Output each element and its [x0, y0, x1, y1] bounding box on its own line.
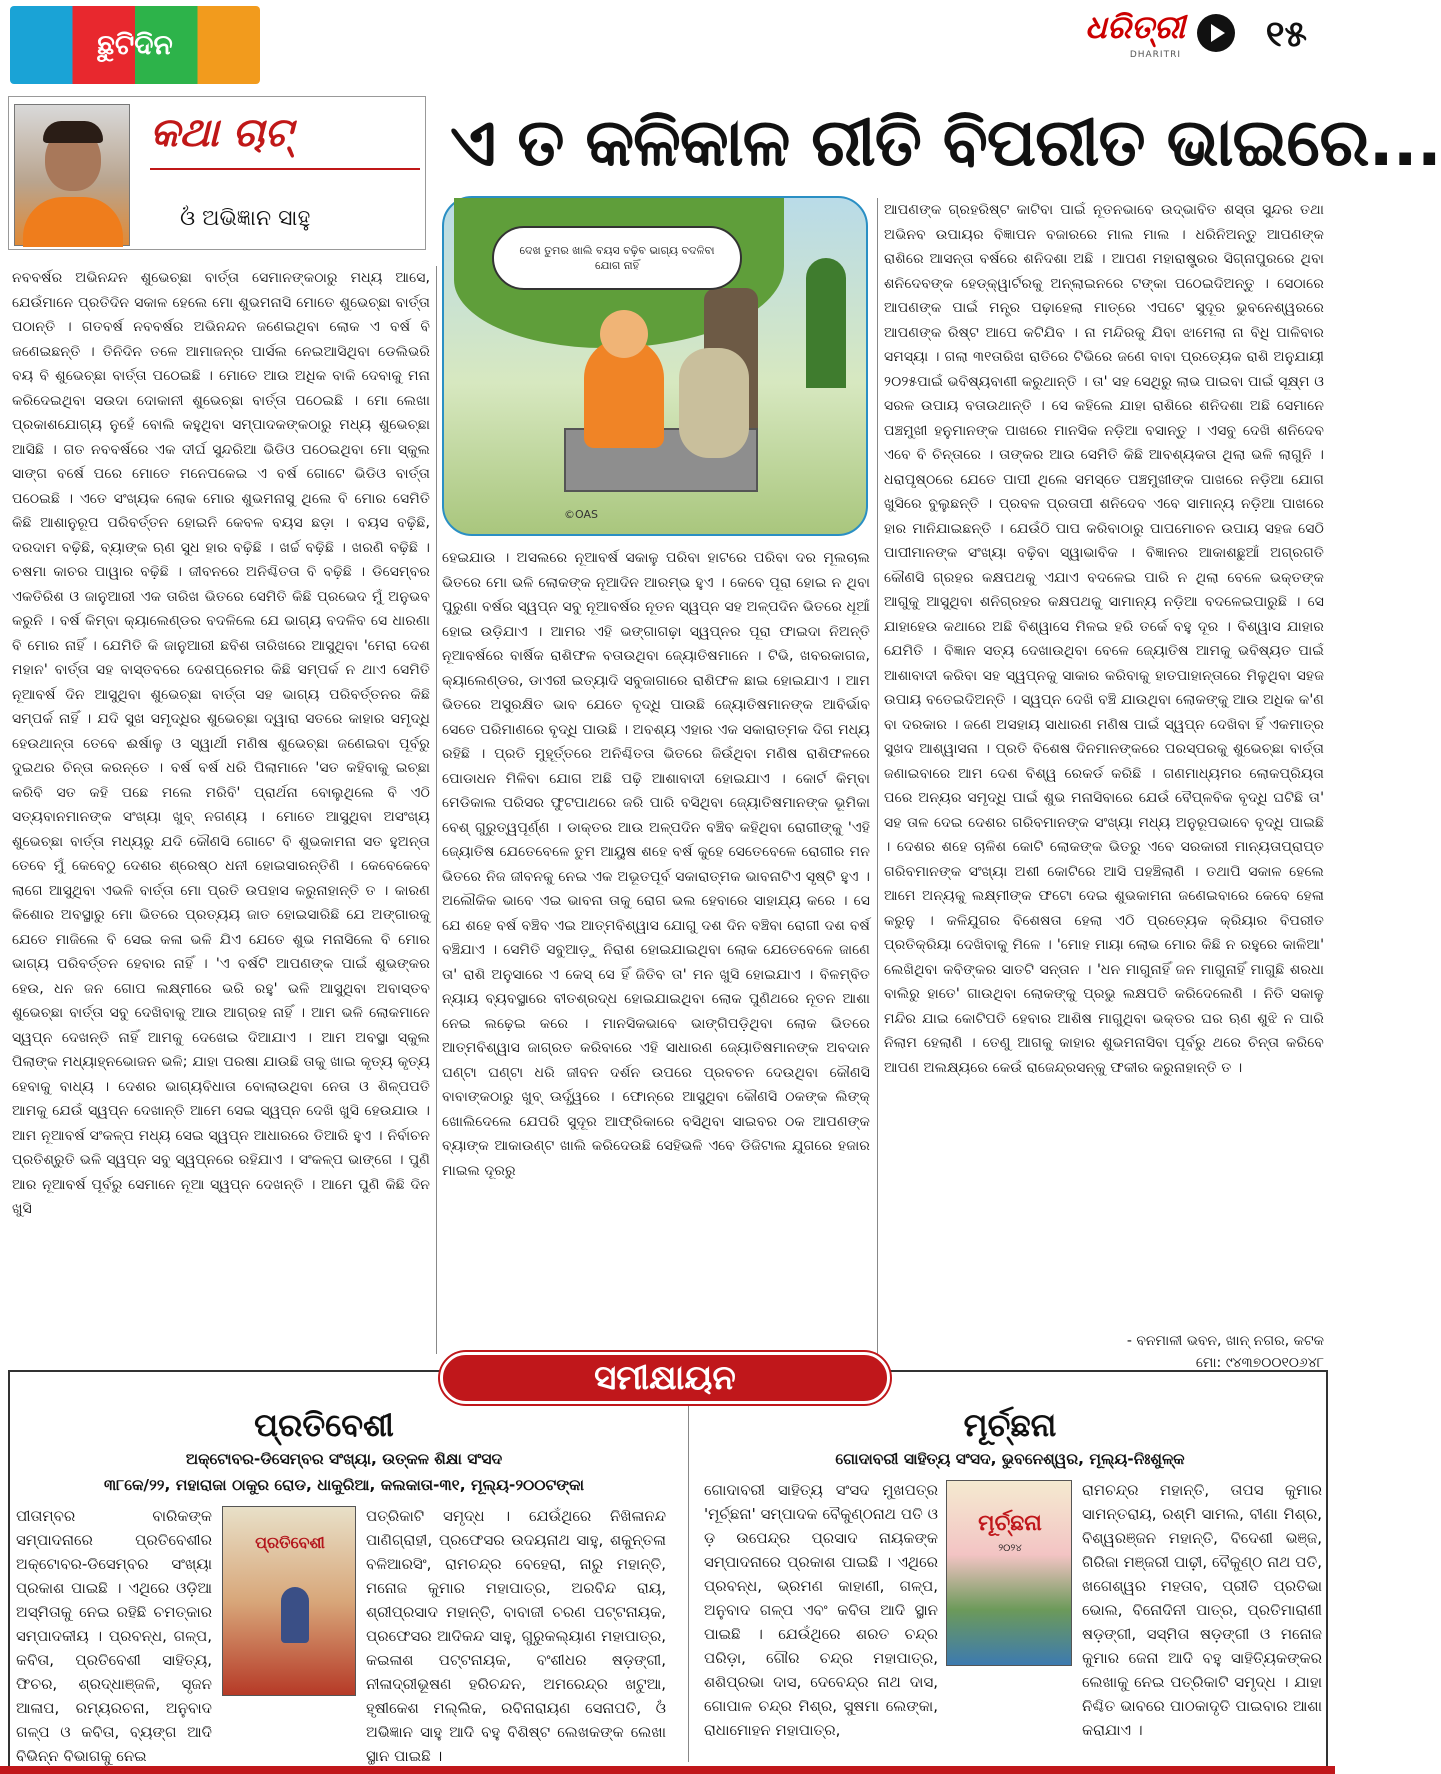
photo-hair — [43, 121, 103, 143]
bottom-bar — [0, 1766, 1335, 1774]
cartoon-credit: ©OAS — [564, 508, 598, 521]
column-divider — [436, 266, 437, 1354]
masthead — [0, 0, 1335, 92]
review-book2-meta: ଗୋଦାବରୀ ସାହିତ୍ୟ ସଂସଦ, ଭୁବନେଶ୍ୱର, ମୂଲ୍ୟ-ନିଃଶୁଳ୍କ — [835, 1450, 1185, 1468]
play-icon — [1197, 14, 1235, 52]
cartoon-skeleton — [679, 348, 749, 458]
book2-cover-title: ମୂର୍ଚ୍ଛନା — [978, 1511, 1042, 1536]
article-column-1: ନବବର୍ଷର ଅଭିନନ୍ଦନ ଶୁଭେଚ୍ଛା ବାର୍ତ୍ତା ସେମାନଙ୍କଠାରୁ ମଧ୍ୟ ଆସେ, ଯେଉଁମାନେ ପ୍ରତିଦିନ ସକାଳ ହେଲେ ମୋ ଶୁଭମନାସି ମୋତେ ଶୁଭେଚ୍ଛା ବାର୍ତ୍ତା ପଠାନ୍ତି । ଗତବର୍ଷ ନବବର୍ଷର ଅଭିନନ୍ଦନ ଜଣେଇଥିବା ଲୋକ ଏ ବର୍ଷ ବି ଜଣେଇଛନ୍ତି । ତିନିଦିନ ତଳେ ଆମାଜନ୍‌ର ପାର୍ସଲ ନେଇଆସିଥିବା ଡେଲିଭରି ବୟ ବି ଶୁଭେଚ୍ଛା ବାର୍ତ୍ତା ପଠେଇଛି । ମୋତେ ଆଉ ଅଧିକ ବାକି ଦେବାକୁ ମନା କରିଦେଇଥିବା ସଉଦା ଦୋକାନୀ ଶୁଭେଚ୍ଛା ବାର୍ତ୍ତା ପଠେଇଛି । ମୋ ଲେଖା ପ୍ରକାଶଯୋଗ୍ୟ ନୁହେଁ ବୋଲି କହୁଥିବା ସମ୍ପାଦକଙ୍କଠାରୁ ମଧ୍ୟ ଶୁଭେଚ୍ଛା ଆସିଛି । ଗତ ନବବର୍ଷରେ ଏକ ଦୀର୍ଘ ସୁନ୍ଦରିଆ ଭିଡିଓ ପଠେଇଥିବା ମୋ ସ୍କୁଲ ସାଙ୍ଗ ବର୍ଷେ ପରେ ମୋତେ ମନେପକେଇ ଏ ବର୍ଷ ଗୋଟେ ଭିଡିଓ ବାର୍ତ୍ତା ପଠେଇଛି । ଏତେ ସଂଖ୍ୟକ ଲୋକ ମୋର ଶୁଭମନାସୁ ଥିଲେ ବି ମୋର ସେମିତି କିଛି ଆଶାନୁରୂପ ପରିବର୍ତ୍ତନ ହୋଇନି କେବଳ ବୟସ ଛଡ଼ା । ବୟସ ବଢ଼ିଛି, ଦରଦାମ ବଢ଼ିଛି, ବ୍ୟାଙ୍କ ଋଣ ସୁଧ ହାର ବଢ଼ିଛି । ଖର୍ଚ୍ଚ ବଢ଼ିଛି । ଖରଣି ବଢ଼ିଛି । ଚଷମା କାଚର ପାୱାର ବଢ଼ିଛି । ଜୀବନରେ ଅନିଶ୍ଚିତତା ବି ବଢ଼ିଛି । ଡିସେମ୍ବର ଏକତିରିଶ ଓ ଜାନୁଆରୀ ଏକ ତାରିଖ ଭିତରେ ସେମିତି କିଛି ପ୍ରଭେଦ ମୁଁ ଅନୁଭବ କରୁନି । ବର୍ଷ କିମ୍ବା କ୍ୟାଲେଣ୍ଡର ବଦଳିଲେ ଯେ ଭାଗ୍ୟ ବଦଳିବ ସେ ଧାରଣା ବି ମୋର ନାହିଁ । ଯେମିତି କି ଜାନୁଆରୀ ଛବିଶ ତାରିଖରେ ଆସୁଥିବା 'ମେରା ଦେଶ ମହାନ' ବାର୍ତ୍ତା ସହ ବାସ୍ତବରେ ଦେଶପ୍ରେମର କିଛି ସମ୍ପର୍କ ନ ଥାଏ ସେମିତି ନୂଆବର୍ଷ ଦିନ ଆସୁଥିବା ଶୁଭେଚ୍ଛା ବାର୍ତ୍ତା ସହ ଭାଗ୍ୟ ପରିବର୍ତ୍ତନର କିଛି ସମ୍ପର୍କ ନାହିଁ । ଯଦି ସୁଖ ସମୃଦ୍ଧିର ଶୁଭେଚ୍ଛା ଦ୍ୱାରା ସତରେ କାହାର ସମୃଦ୍ଧି ହେଉଥାନ୍ତା ତେବେ ଈର୍ଷାଳୁ ଓ ସ୍ୱାର୍ଥୀ ମଣିଷ ଶୁଭେଚ୍ଛା ଜଣେଇବା ପୂର୍ବରୁ ଦୁଇଥର ଚିନ୍ତା କରନ୍ତେ । ବର୍ଷ ବର୍ଷ ଧରି ପିଲାମାନେ 'ସତ କହିବାକୁ ଇଚ୍ଛା କରିବି ସତ କହି ପଛେ ମଲେ ମରିବି' ପ୍ରାର୍ଥନା ବୋଲୁଥିଲେ ବି ଏଠି ସତ୍ୟବାନମାନଙ୍କ ସଂଖ୍ୟା ଖୁବ୍ ନଗଣ୍ୟ । ମୋତେ ଆସୁଥିବା ଅସଂଖ୍ୟ ଶୁଭେଚ୍ଛା ବାର୍ତ୍ତା ମଧ୍ୟରୁ ଯଦି କୌଣସି ଗୋଟେ ବି ଶୁଭକାମନା ସତ ହୁଅନ୍ତା ତେବେ ମୁଁ କେବେଠୁ ଦେଶର ଶ୍ରେଷ୍ଠ ଧନୀ ହୋଇସାରନ୍ତିଣି । କେବେକେବେ ଲାଗେ ଆସୁଥିବା ଏଭଳି ବାର୍ତ୍ତା ମୋ ପ୍ରତି ଉପହାସ କରୁନାହାନ୍ତି ତ । କାରଣ କିଶୋର ଅବସ୍ଥାରୁ ମୋ ଭିତରେ ପ୍ରତ୍ୟୟ ଜାତ ହୋଇସାରିଛି ଯେ ଅଙ୍ଗାରକୁ ଯେତେ ମାଜିଲେ ବି ସେଇ କଳା ଭଳି ଯିଏ ଯେତେ ଶୁଭ ମନାସିଲେ ବି ମୋର ଭାଗ୍ୟ ପରିବର୍ତ୍ତନ ହେବାର ନାହିଁ । 'ଏ ବର୍ଷଟି ଆପଣଙ୍କ ପାଇଁ ଶୁଭଙ୍କର ହେଉ, ଧନ ଜନ ଗୋପ ଲକ୍ଷ୍ମୀରେ ଭରି ରହୁ' ଭଳି ଆସୁଥିବା ଅବାସ୍ତବ ଶୁଭେଚ୍ଛା ବାର୍ତ୍ତା ସବୁ ଦେଖିବାକୁ ଆଉ ଆଗ୍ରହ ନାହିଁ । ଆମ ଭଳି ଲୋକମାନେ ସ୍ୱପ୍ନ ଦେଖନ୍ତି ନାହିଁ ଆମକୁ ଦେଖେଇ ଦିଆଯାଏ । ଆମ ଅବସ୍ଥା ସ୍କୁଲ ପିଲାଙ୍କ ମଧ୍ୟାହ୍ନଭୋଜନ ଭଳି; ଯାହା ପରଷା ଯାଉଛି ତାକୁ ଖାଇ କୃତ୍ୟ କୃତ୍ୟ ହେବାକୁ ବାଧ୍ୟ । ଦେଶର ଭାଗ୍ୟବିଧାତା ବୋଲାଉଥିବା ନେତା ଓ ଶିଳ୍ପପତି ଆମକୁ ଯେଉଁ ସ୍ୱପ୍ନ ଦେଖାନ୍ତି ଆମେ ସେଇ ସ୍ୱପ୍ନ ଦେଖି ଖୁସି ହେଉଯାଉ । ଆମ ନୂଆବର୍ଷ ସଂକଳ୍ପ ମଧ୍ୟ ସେଇ ସ୍ୱପ୍ନ ଆଧାରରେ ତିଆରି ହୁଏ । ନିର୍ବାଚନ ପ୍ରତିଶ୍ରୁତି ଭଳି ସ୍ୱପ୍ନ ସବୁ ସ୍ୱପ୍ନରେ ରହିଯାଏ । ସଂକଳ୍ପ ଭାଙ୍ଗେ । ପୁଣି ଆର ନୂଆବର୍ଷ ପୂର୍ବରୁ ସେମାନେ ନୂଆ ସ୍ୱପ୍ନ ଦେଖନ୍ତି । ଆମେ ପୁଣି କିଛି ଦିନ ଖୁସି — [12, 270, 430, 1217]
cartoon-palm — [806, 258, 846, 388]
review-divider — [688, 1406, 689, 1762]
brand-subtitle: DHARITRI — [1129, 50, 1181, 60]
author-address: - ବନମାଳୀ ଭବନ, ଖାନ୍ ନଗର, କଟକ — [1126, 1333, 1324, 1349]
article-column-3: ଆପଣଙ୍କ ଗ୍ରହରିଷ୍ଟ କାଟିବା ପାଇଁ ନୂତନଭାବେ ଉଦ୍ଭାବିତ ଶସ୍ତା ସୁନ୍ଦର ତଥା ଅଭିନବ ଉପାୟର ବିଜ୍ଞାପନ ବଜାରରେ ମାଲ ମାଲ । ଧରିନିଅନ୍ତୁ ଆପଣଙ୍କ ରାଶିରେ ଆସନ୍ତା ବର୍ଷରେ ଶନିଦଶା ଅଛି । ଆପଣ ମହାରାଷ୍ଟ୍ରର ସିଗ୍ନାପୁରରେ ଥିବା ଶନିଦେବଙ୍କ ହେଡ୍‌କ୍ୱାର୍ଟରକୁ ଅନ୍‌ଲାଇନରେ ଟଙ୍କା ପଠେଇଦିଅନ୍ତୁ । ସେଠାରେ ଆପଣଙ୍କ ପାଇଁ ମନ୍ତ୍ର ପଢ଼ାହେଲା ମାତ୍ରେ ଏପଟେ ସୁଦୂର ଭୁବନେଶ୍ୱରରେ ଆପଣଙ୍କ ରିଷ୍ଟ ଆପେ କଟିଯିବ । ନା ମନ୍ଦିରକୁ ଯିବା ଝାମେଲା ନା ବିଧି ପାଳିବାର ସମସ୍ୟା । ଗଲା ୩୧ତାରିଖ ରାତିରେ ଟିଭିରେ ଜଣେ ବାବା ପ୍ରତ୍ୟେକ ରାଶି ଅନୁଯାୟୀ ୨୦୨୫ପାଇଁ ଭବିଷ୍ୟବାଣୀ କରୁଥାନ୍ତି । ତା' ସହ ସେଥିରୁ ଲାଭ ପାଇବା ପାଇଁ ସୂକ୍ଷ୍ମ ଓ ସରଳ ଉପାୟ ବତାଉଥାନ୍ତି । ସେ କହିଲେ ଯାହା ରାଶିରେ ଶନିଦଶା ଅଛି ସେମାନେ ପଞ୍ଚମୁଖୀ ହନୁମାନଙ୍କ ପାଖରେ ମାନସିକ ନଡ଼ିଆ ବସାନ୍ତୁ । ଏସବୁ ଦେଖି ଶନିଦେବ ଏବେ ବି ଚିନ୍ତାରେ । ତାଙ୍କର ଆଉ ସେମିତି କିଛି ଆବଶ୍ୟକତା ଥିଲା ଭଳି ଲାଗୁନି । ଧରାପୃଷ୍ଠରେ ଯେତେ ପାପୀ ଥିଲେ ସମସ୍ତେ ପଞ୍ଚମୁଖୀଙ୍କ ପାଖରେ ନଡ଼ିଆ ଯୋଗ ଖୁସିରେ ବୁଲୁଛନ୍ତି । ପ୍ରବଳ ପ୍ରତାପୀ ଶନିଦେବ ଏବେ ସାମାନ୍ୟ ନଡ଼ିଆ ପାଖରେ ହାର ମାନିଯାଇଛନ୍ତି । ଯେଉଁଠି ପାପ କରିବାଠାରୁ ପାପମୋଚନ ଉପାୟ ସହଜ ସେଠି ପାପୀମାନଙ୍କ ସଂଖ୍ୟା ବଢ଼ିବା ସ୍ୱାଭାବିକ । ବିଜ୍ଞାନର ଆକାଶଛୁଆଁ ଅଗ୍ରଗତି କୌଣସି ଗ୍ରହର କକ୍ଷପଥକୁ ଏଯାଏ ବଦଳେଇ ପାରି ନ ଥିଲା ବେଳେ ଭକ୍ତଙ୍କ ଆଗୁକୁ ଆସୁଥିବା ଶନିଗ୍ରହର କକ୍ଷପଥକୁ ସାମାନ୍ୟ ନଡ଼ିଆ ବଦଳେଇପାରୁଛି । ସେ ଯାହାହେଉ କଥାରେ ଅଛି ବିଶ୍ୱାସେ ମିଳଇ ହରି ତର୍କେ ବହୁ ଦୂର । ବିଶ୍ୱାସ ଯାହାର ଯେମିତି । ବିଜ୍ଞାନ ସତ୍ୟ ଦେଖାଉଥିବା ବେଳେ ଜ୍ୟୋତିଷ ଆମକୁ ଭବିଷ୍ୟତ ପାଇଁ ଆଶାବାଦୀ କରିବା ସହ ସ୍ୱପ୍ନକୁ ସାକାର କରିବାକୁ ହାତପାହାନ୍ତାରେ ମିଳୁଥିବା ସହଜ ଉପାୟ ବତେଇଦିଅନ୍ତି । ସ୍ୱପ୍ନ ଦେଖି ବଞ୍ଚି ଯାଉଥିବା ଲୋକଙ୍କୁ ଆଉ ଅଧିକ କ'ଣ ବା ଦରକାର । ଜଣେ ଅସହାୟ ସାଧାରଣ ମଣିଷ ପାଇଁ ସ୍ୱପ୍ନ ଦେଖିବା ହିଁ ଏକମାତ୍ର ସୁଖଦ ଆଶ୍ୱାସନା । ପ୍ରତି ବିଶେଷ ଦିନମାନଙ୍କରେ ପରସ୍ପରକୁ ଶୁଭେଚ୍ଛା ବାର୍ତ୍ତା ଜଣାଇବାରେ ଆମ ଦେଶ ବିଶ୍ୱ ରେକର୍ଡ କରିଛି । ଗଣମାଧ୍ୟମର ଲୋକପ୍ରିୟତା ପରେ ଅନ୍ୟର ସମୃଦ୍ଧି ପାଇଁ ଶୁଭ ମନାସିବାରେ ଯେଉଁ ବୈପ୍ଳବିକ ବୃଦ୍ଧି ଘଟିଛି ତା' ସହ ତାଳ ଦେଇ ଦେଶର ଗରିବମାନଙ୍କ ସଂଖ୍ୟା ମଧ୍ୟ ଅନୁରୂପଭାବେ ବୃଦ୍ଧି ପାଇଛି । ଦେଶର ଶହେ ଚାଳିଶ କୋଟି ଲୋକଙ୍କ ଭିତରୁ ଏବେ ସରକାରୀ ମାନ୍ୟତାପ୍ରାପ୍ତ ଗରିବମାନଙ୍କ ସଂଖ୍ୟା ଅଶୀ କୋଟିରେ ଆସି ପହଞ୍ଚିଲାଣି । ତଥାପି ସକାଳ ହେଲେ ଆମେ ଅନ୍ୟକୁ ଲକ୍ଷ୍ମୀଙ୍କ ଫଟୋ ଦେଇ ଶୁଭକାମନା ଜଣେଇବାରେ କେବେ ହେଳା କରୁନୁ । କଳିଯୁଗର ବିଶେଷତା ହେଲା ଏଠି ପ୍ରତ୍ୟେକ କ୍ରିୟାର ବିପରୀତ ପ୍ରତିକ୍ରିୟା ଦେଖିବାକୁ ମିଳେ । 'ମୋହ ମାୟା ଲୋଭ ମୋର କିଛି ନ ରହୁରେ କାଳିଆ' ଲେଖିଥିବା କବିଙ୍କର ସାତଟି ସନ୍ତାନ । 'ଧନ ମାଗୁନାହିଁ ଜନ ମାଗୁନାହିଁ ମାଗୁଛି ଶରଧା ବାଲିରୁ ହାତେ' ଗାଉଥିବା ଲୋକଙ୍କୁ ପ୍ରଭୁ ଲକ୍ଷପତି କରିଦେଲେଣି । ନିତି ସକାଳୁ ମନ୍ଦିର ଯାଇ କୋଟିପତି ହେବାର ଆଶିଷ ମାଗୁଥିବା ଭକ୍ତର ଘର ଋଣ ଶୁଝି ନ ପାରି ନିଲାମ ହେଲାଣି । ତେଣୁ ଆଗକୁ କାହାର ଶୁଭମନାସିବା ପୂର୍ବରୁ ଥରେ ଚିନ୍ତା କରିବେ ଆପଣ ଅଲକ୍ଷ୍ୟରେ କେଉଁ ରାଜେନ୍ଦ୍ରସନ୍‌କୁ ଫକୀର କରୁନାହାନ୍ତି ତ । — [884, 202, 1324, 1076]
review-book2-title: ମୂର୍ଚ୍ଛନା — [963, 1406, 1057, 1444]
brand-logo: ଧରିତ୍ରୀ — [1085, 8, 1185, 46]
author-footer — [884, 1330, 1324, 1374]
book1-cover-figure — [281, 1587, 309, 1643]
book2-cover — [946, 1480, 1072, 1666]
headline: ଏ ତ କଳିକାଳ ରୀତି ବିପରୀତ ଭାଇରେ... — [450, 104, 1441, 181]
review-book2-text-b: ରାମଚନ୍ଦ୍ର ମହାନ୍ତି, ତାପସ କୁମାର ସାମନ୍ତରାୟ, ରଶ୍ମି ସାମଲ, ବୀଣା ମିଶ୍ର, ବିଶ୍ୱରଞ୍ଜନ ମହାନ୍ତି, ବିଦେଶୀ ଭଞ୍ଜ, ଗିରିଜା ମଞ୍ଜରୀ ପାଢ଼ୀ, ବୈକୁଣ୍ଠ ନାଥ ପତି, ଖଗେଶ୍ୱର ମହତାବ, ପ୍ରୀତି ପ୍ରତିଭା ଭୋଲ, ବିନୋଦିନୀ ପାତ୍ର, ପ୍ରତିମାରାଣୀ ଷଡ଼ଙ୍ଗୀ, ସସ୍ମିତା ଷଡ଼ଙ୍ଗୀ ଓ ମନୋଜ କୁମାର ଜେନା ଆଦି ବହୁ ସାହିତ୍ୟିକଙ୍କର ଲେଖାକୁ ନେଇ ପତ୍ରିକାଟି ସମୃଦ୍ଧ । ଯାହା ନିଶ୍ଚିତ ଭାବରେ ପାଠକାଦୃତି ପାଇବାର ଆଶା କରାଯାଏ । — [1082, 1481, 1322, 1739]
article-column-2: ହେଇଯାଉ । ଅସଲରେ ନୂଆବର୍ଷ ସକାଳୁ ପରିବା ହାଟରେ ପରିବା ଦର ମୂଲଚାଲ ଭିତରେ ମୋ ଭଳି ଲୋକଙ୍କ ନୂଆଦିନ ଆରମ୍ଭ ହୁଏ । କେବେ ପୂରା ହୋଇ ନ ଥିବା ପୁରୁଣା ବର୍ଷର ସ୍ୱପ୍ନ ସବୁ ନୂଆବର୍ଷର ନୂତନ ସ୍ୱପ୍ନ ସହ ଅଳ୍ପଦିନ ଭିତରେ ଧୂଆଁ ହୋଇ ଉଡ଼ିଯାଏ । ଆମର ଏହି ଭଙ୍ଗାଗଢ଼ା ସ୍ୱପ୍ନର ପୂରା ଫାଇଦା ନିଅନ୍ତି ନୂଆବର୍ଷରେ ବାର୍ଷିକ ରାଶିଫଳ ବତାଉଥିବା ଜ୍ୟୋତିଷମାନେ । ଟିଭି, ଖବରକାଗଜ, କ୍ୟାଲେଣ୍ଡର, ଡାଏରୀ ଇତ୍ୟାଦି ସବୁଜାଗାରେ ରାଶିଫଳ ଛାଇ ହୋଇଯାଏ । ଆମ ଭିତରେ ଅସୁରକ୍ଷିତ ଭାବ ଯେତେ ବୃଦ୍ଧି ପାଉଛି ଜ୍ୟୋତିଷମାନଙ୍କ ଆବିର୍ଭାବ ସେତେ ପରିମାଣରେ ବୃଦ୍ଧି ପାଉଛି । ଅବଶ୍ୟ ଏହାର ଏକ ସକାରାତ୍ମକ ଦିଗ ମଧ୍ୟ ରହିଛି । ପ୍ରତି ମୁହୂର୍ତ୍ତରେ ଅନିଶ୍ଚିତତା ଭିତରେ ଜିଉଁଥିବା ମଣିଷ ରାଶିଫଳରେ ପୋଡାଧନ ମିଳିବା ଯୋଗ ଅଛି ପଢ଼ି ଆଶାବାଦୀ ହୋଇଯାଏ । କୋର୍ଟ କିମ୍ବା ମେଡିକାଲ ପରିସର ଫୁଟପାଥରେ ଜରି ପାରି ବସିଥିବା ଜ୍ୟୋତିଷମାନଙ୍କ ଭୂମିକା ବେଶ୍ ଗୁରୁତ୍ୱପୂର୍ଣ୍ଣ । ଡାକ୍ତର ଆଉ ଅଳ୍ପଦିନ ବଞ୍ଚିବ କହିଥିବା ରୋଗୀଙ୍କୁ 'ଏହି ଜ୍ୟୋତିଷ ଯେତେବେଳେ ତୁମ ଆୟୁଷ ଶହେ ବର୍ଷ କୁହେ ସେତେବେଳେ ରୋଗୀର ମନ ଭିତରେ ନିଜ ଜୀବନକୁ ନେଇ ଏକ ଅଭୂତପୂର୍ବ ସକାରାତ୍ମକ ଭାବନାଟିଏ ସୃଷ୍ଟି ହୁଏ । ଅଲୌକିକ ଭାବେ ଏଇ ଭାବନା ତାକୁ ରୋଗ ଭଲ ହେବାରେ ସାହାଯ୍ୟ କରେ । ସେ ଯେ ଶହେ ବର୍ଷ ବଞ୍ଚିବ ଏଇ ଆତ୍ମବିଶ୍ୱାସ ଯୋଗୁ ଦଶ ଦିନ ବଞ୍ଚିବା ରୋଗୀ ଦଶ ବର୍ଷ ବଞ୍ଚିଯାଏ । ସେମିତି ସବୁଆଡ଼ୁ ନିରାଶ ହୋଇଯାଇଥିବା ଲୋକ ଯେତେବେଳେ ଜାଣେ ତା' ରାଶି ଅନୁସାରେ ଏ କେସ୍ ସେ ହିଁ ଜିତିବ ତା' ମନ ଖୁସି ହୋଇଯାଏ । ବିଳମ୍ବିତ ନ୍ୟାୟ ବ୍ୟବସ୍ଥାରେ ବୀତଶ୍ରଦ୍ଧ ହୋଇଯାଇଥିବା ଲୋକ ପୁଣିଥରେ ନୂତନ ଆଶା ନେଇ ଲଢ଼େଇ କରେ । ମାନସିକଭାବେ ଭାଙ୍ଗିପଡ଼ିଥିବା ଲୋକ ଭିତରେ ଆତ୍ମବିଶ୍ୱାସ ଜାଗ୍ରତ କରିବାରେ ଏହି ସାଧାରଣ ଜ୍ୟୋତିଷମାନଙ୍କ ଅବଦାନ ଘଣ୍ଟା ଘଣ୍ଟା ଧରି ଜୀବନ ଦର୍ଶନ ଉପରେ ପ୍ରବଚନ ଦେଉଥିବା କୌଣସି ବାବାଙ୍କଠାରୁ ଖୁବ୍ ଊର୍ଦ୍ଧ୍ୱରେ । ଫୋନ୍‌ରେ ଆସୁଥିବା କୌଣସି ଠକଙ୍କ ଲିଙ୍କ୍ ଖୋଲିଦେଲେ ଯେପରି ସୁଦୂର ଆଫ୍ରିକାରେ ବସିଥିବା ସାଇବର ଠକ ଆପଣଙ୍କ ବ୍ୟାଙ୍କ ଆକାଉଣ୍ଟ ଖାଲି କରିଦେଉଛି ସେହିଭଳି ଏବେ ଡିଜିଟାଲ ଯୁଗରେ ହଜାର ମାଇଲ ଦୂରରୁ — [442, 550, 870, 1179]
author-name: ଓଁ ଅଭିଜ୍ଞାନ ସାହୁ — [180, 206, 311, 231]
page-number: ୧୫ — [1265, 14, 1307, 55]
column-name: କଥା ଚାଟ୍ — [150, 110, 293, 156]
author-phone: ମୋ: ୯୪୩୭୦୦୧୦୬୪୮ — [1195, 1355, 1324, 1371]
photo-robe — [23, 197, 123, 247]
cartoon — [442, 196, 868, 536]
author-photo — [14, 104, 130, 246]
book1-cover-title: ପ୍ରତିବେଶୀ — [255, 1533, 325, 1552]
section-label — [10, 6, 260, 84]
book1-cover — [222, 1506, 356, 1696]
speech-bubble: ଦେଖ ତୁମର ଖାଲି ବୟସ ବଢ଼ିବ ଭାଗ୍ୟ ବଦଳିବା ଯୋଗ ନାହିଁ — [492, 226, 742, 290]
column-rule — [150, 168, 420, 170]
review-book1-address: ୩୮କେ/୨୨, ମହାରାଜା ଠାକୁର ରୋଡ, ଧାକୁରିଆ, କଲକାତା-୩୧, ମୂଲ୍ୟ-୨୦୦ଟଙ୍କା — [103, 1476, 585, 1494]
review-book1-text-b: ପତ୍ରିକାଟି ସମୃଦ୍ଧ । ଯେଉଁଥିରେ ନିଖିଳାନନ୍ଦ ପାଣିଗ୍ରାହୀ, ପ୍ରଫେସର ଉଦୟନାଥ ସାହୁ, ଶକୁନ୍ତଳା ବଳିଆରସିଂ, ରାମଚନ୍ଦ୍ର ବେହେରା, ନାରୁ ମହାନ୍ତି, ମନୋଜ କୁମାର ମହାପାତ୍ର, ଅରବିନ୍ଦ ରାୟ, ଶ୍ରୀପ୍ରସାଦ ମହାନ୍ତି, ବାବାଜୀ ଚରଣ ପଟ୍ଟନାୟକ, ପ୍ରଫେସର ଆଦିକନ୍ଦ ସାହୁ, ଗୁରୁକଲ୍ୟାଣ ମହାପାତ୍ର, କଇଳାଶ ପଟ୍ଟନାୟକ, ବଂଶୀଧର ଷଡ଼ଙ୍ଗୀ, ନୀଳାଦ୍ରୀଭୂଷଣ ହରିଚନ୍ଦନ, ଅମରେନ୍ଦ୍ର ଖଟୁଆ, ହୃଷୀକେଶ ମଲ୍ଲିକ, ରବିନାରାୟଣ ସେନାପତି, ଓଁ ଅଭିଜ୍ଞାନ ସାହୁ ଆଦି ବହୁ ବିଶିଷ୍ଟ ଲେଖକଙ୍କ ଲେଖା ସ୍ଥାନ ପାଇଛି । — [366, 1507, 666, 1765]
cartoon-astrologer-head — [600, 310, 648, 358]
book2-cover-year: ୨୦୨୪ — [998, 1543, 1022, 1554]
column-divider — [877, 198, 878, 1354]
review-book1-title: ପ୍ରତିବେଶୀ — [254, 1406, 394, 1444]
review-book2-text-a: ଗୋଦାବରୀ ସାହିତ୍ୟ ସଂସଦ ମୁଖପତ୍ର 'ମୂର୍ଚ୍ଛନା' ସମ୍ପାଦକ ବୈକୁଣ୍ଠନାଥ ପତି ଓ ଡ଼ ଉପେନ୍ଦ୍ର ପ୍ରସାଦ ନାୟକଙ୍କ ସମ୍ପାଦନାରେ ପ୍ରକାଶ ପାଇଛି । ଏଥିରେ ପ୍ରବନ୍ଧ, ଭ୍ରମଣ କାହାଣୀ, ଗଳ୍ପ, ଅନୁବାଦ ଗଳ୍ପ ଏବଂ କବିତା ଆଦି ସ୍ଥାନ ପାଇଛି । ଯେଉଁଥିରେ ଶରତ ଚନ୍ଦ୍ର ପରିଡ଼ା, ଗୌର ଚନ୍ଦ୍ର ମହାପାତ୍ର, ଶଶିପ୍ରଭା ଦାସ, ଦେବେନ୍ଦ୍ର ନାଥ ଦାସ, ଗୋପାଳ ଚନ୍ଦ୍ର ମିଶ୍ର, ସୁଷମା ଲେଙ୍କା, ରାଧାମୋହନ ମହାପାତ୍ର, — [704, 1481, 938, 1739]
review-book1-text-a: ପୀତାମ୍ବର ବାରିକଙ୍କ ସମ୍ପାଦନାରେ ପ୍ରତିବେଶୀର ଅକ୍ଟୋବର-ଡିସେମ୍ବର ସଂଖ୍ୟା ପ୍ରକାଶ ପାଇଛି । ଏଥିରେ ଓଡ଼ିଆ ଅସ୍ମିତାକୁ ନେଇ ରହିଛି ଚମତ୍କାର ସମ୍ପାଦକୀୟ । ପ୍ରବନ୍ଧ, ଗଳ୍ପ, କବିତା, ପ୍ରତିବେଶୀ ସାହିତ୍ୟ, ଫିଚର, ଶ୍ରଦ୍ଧାଞ୍ଜଳି, ସୃଜନ ଆଳାପ, ରମ୍ୟରଚନା, ଅନୁବାଦ ଗଳ୍ପ ଓ କବିତା, ବ୍ୟଙ୍ଗ ଆଦି ବିଭିନ୍ନ ବିଭାଗକୁ ନେଇ — [16, 1507, 212, 1765]
review-book1-meta: ଅକ୍ଟୋବର-ଡିସେମ୍ବର ସଂଖ୍ୟା, ଉତ୍କଳ ଶିକ୍ଷା ସଂସଦ — [185, 1450, 503, 1468]
review-section-title: ସମୀକ୍ଷାୟନ — [440, 1352, 890, 1404]
section-label-text: ଛୁଟିଦିନ — [97, 28, 173, 61]
